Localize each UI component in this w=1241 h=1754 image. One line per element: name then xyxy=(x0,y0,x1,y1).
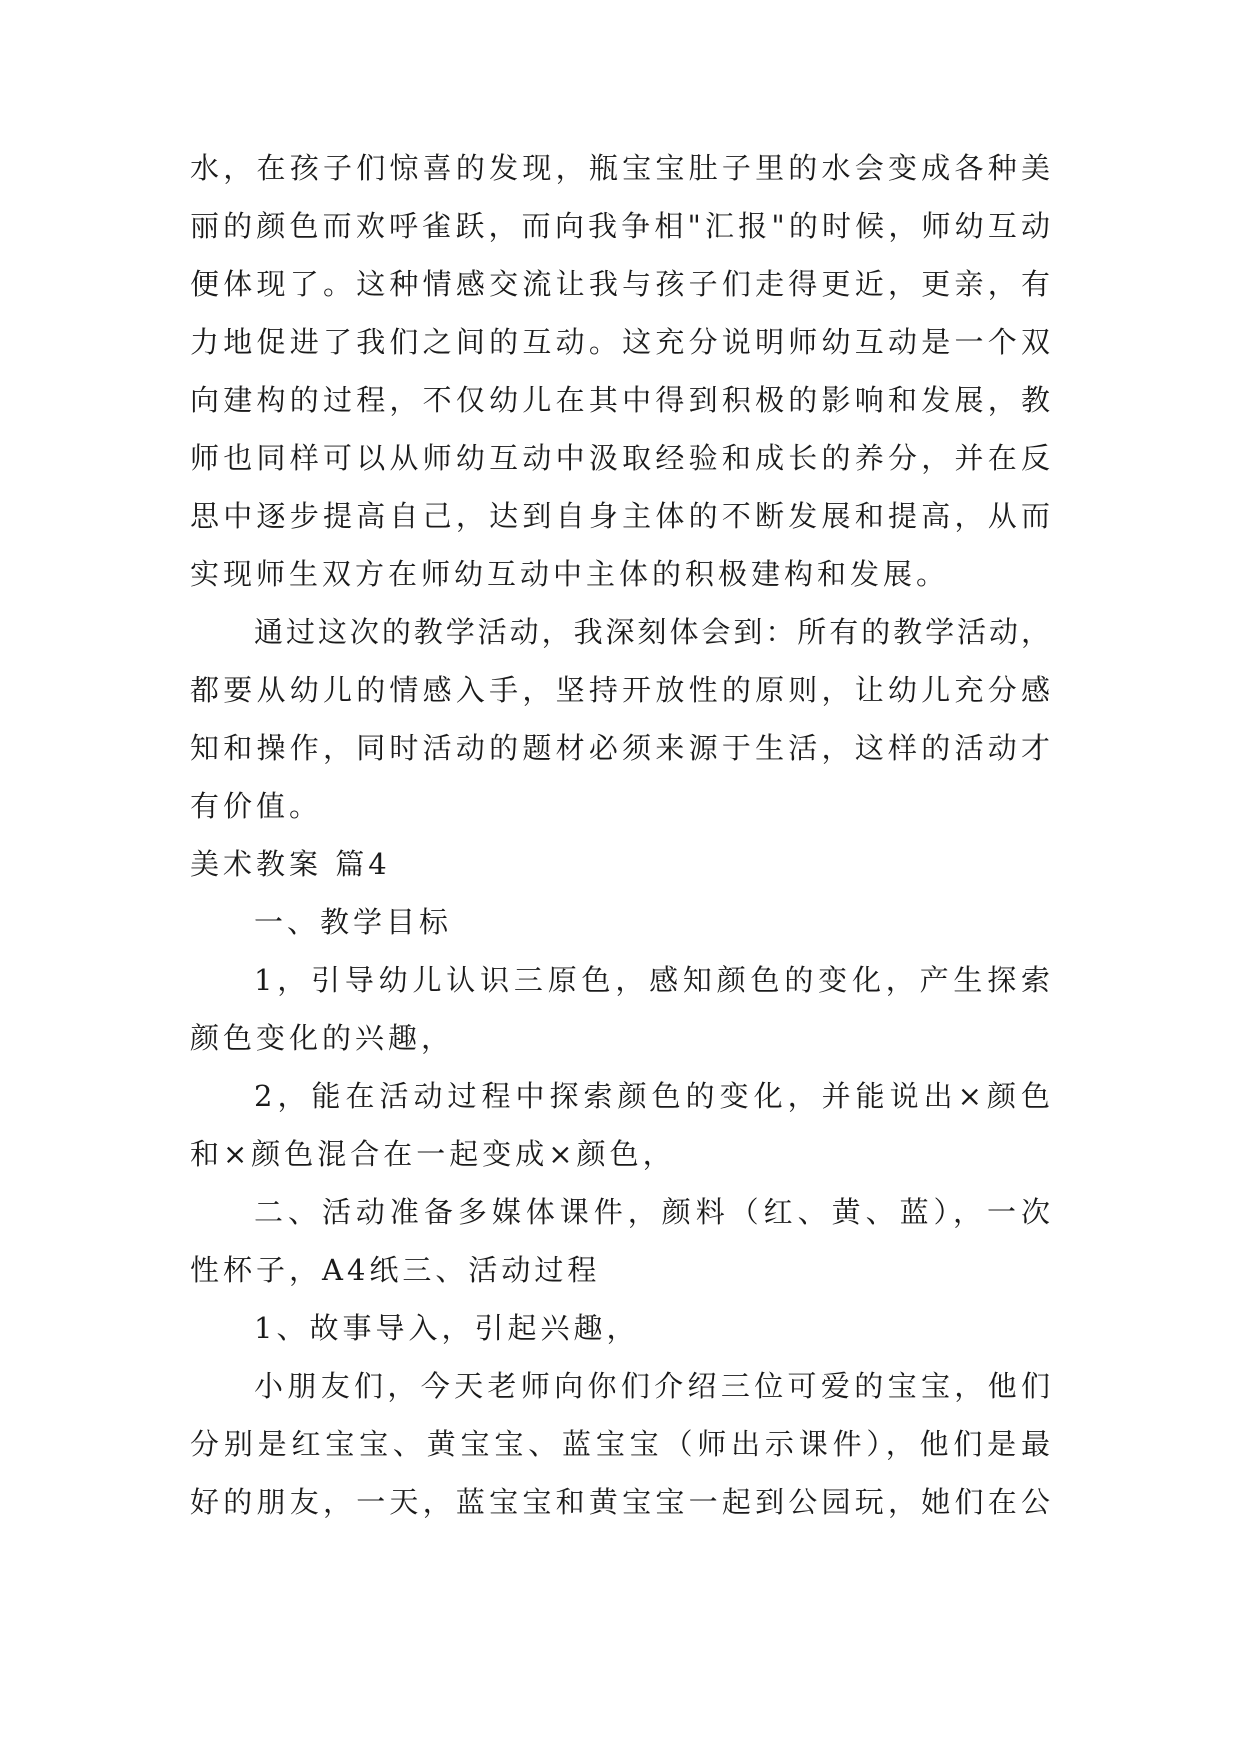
paragraph-line: 2，能在活动过程中探索颜色的变化，并能说出×颜色 xyxy=(254,1079,1050,1113)
paragraph-line: 水，在孩子们惊喜的发现，瓶宝宝肚子里的水会变成各种美 xyxy=(190,151,1050,185)
paragraph-line: 好的朋友，一天，蓝宝宝和黄宝宝一起到公园玩，她们在公 xyxy=(190,1485,1050,1519)
paragraph-line: 和×颜色混合在一起变成×颜色， xyxy=(190,1137,676,1171)
paragraph-line: 二、活动准备多媒体课件，颜料（红、黄、蓝），一次 xyxy=(254,1195,1050,1229)
paragraph-line: 便体现了。这种情感交流让我与孩子们走得更近，更亲，有 xyxy=(190,267,1050,301)
paragraph-line: 分别是红宝宝、黄宝宝、蓝宝宝（师出示课件），他们是最 xyxy=(190,1427,1050,1461)
paragraph-line: 向建构的过程，不仅幼儿在其中得到积极的影响和发展，教 xyxy=(190,383,1050,417)
paragraph-line: 性杯子，A4纸三、活动过程 xyxy=(190,1253,601,1287)
paragraph-line: 1、故事导入，引起兴趣， xyxy=(254,1311,640,1345)
paragraph-line: 颜色变化的兴趣， xyxy=(190,1021,455,1055)
paragraph-line: 知和操作，同时活动的题材必须来源于生活，这样的活动才 xyxy=(190,731,1050,765)
paragraph-line: 都要从幼儿的情感入手，坚持开放性的原则，让幼儿充分感 xyxy=(190,673,1050,707)
paragraph-line: 有价值。 xyxy=(190,789,323,823)
paragraph-line: 通过这次的教学活动，我深刻体会到：所有的教学活动， xyxy=(254,615,1050,649)
paragraph-line: 力地促进了我们之间的互动。这充分说明师幼互动是一个双 xyxy=(190,325,1050,359)
paragraph-line: 思中逐步提高自己，达到自身主体的不断发展和提高，从而 xyxy=(190,499,1050,533)
paragraph-line: 1，引导幼儿认识三原色，感知颜色的变化，产生探索 xyxy=(254,963,1050,997)
paragraph-line: 实现师生双方在师幼互动中主体的积极建构和发展。 xyxy=(190,557,950,591)
subheading: 一、教学目标 xyxy=(254,905,453,939)
paragraph-line: 师也同样可以从师幼互动中汲取经验和成长的养分，并在反 xyxy=(190,441,1050,475)
paragraph-line: 丽的颜色而欢呼雀跃，而向我争相"汇报"的时候，师幼互动 xyxy=(190,209,1050,243)
paragraph-line: 小朋友们，今天老师向你们介绍三位可爱的宝宝，他们 xyxy=(254,1369,1050,1403)
section-heading: 美术教案 篇4 xyxy=(190,847,391,881)
